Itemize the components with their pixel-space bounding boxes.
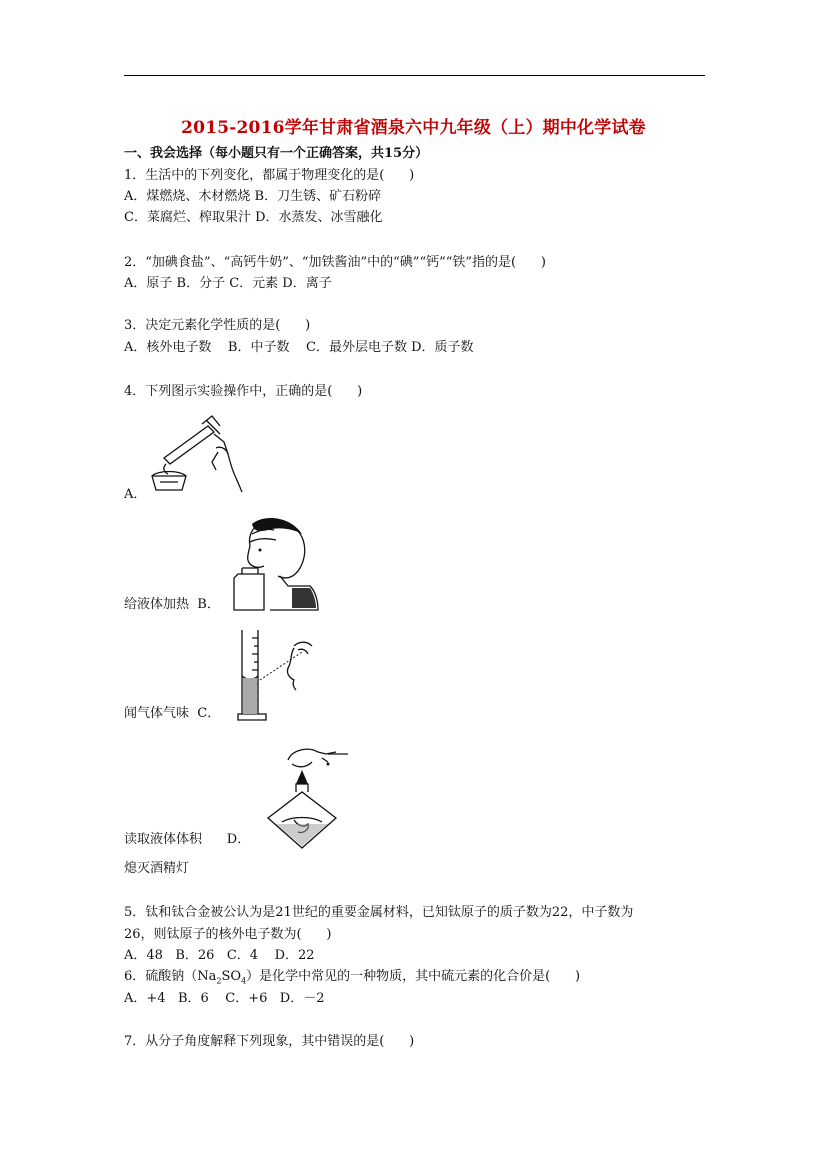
q4-option-b-label: 给液体加热 B． <box>124 597 220 612</box>
q5-stem-line2: 26，则钛原子的核外电子数为( ) <box>124 927 332 942</box>
q6-stem-post: ）是化学中常见的一种物质，其中硫元素的化合价是( ) <box>246 969 581 984</box>
q2-stem: 2．“加碘食盐”、“高钙牛奶”、“加铁酱油”中的“碘”“钙”“铁”指的是( ) <box>124 255 546 270</box>
q6-stem <box>124 969 580 990</box>
q4-option-a-label: A． <box>124 487 147 502</box>
q2-options: A．原子 B．分子 C．元素 D．离子 <box>124 276 332 291</box>
q4-stem: 4．下列图示实验操作中，正确的是( ) <box>124 384 363 399</box>
q6-sub-4: 4 <box>241 976 247 986</box>
q6-options: A．+4 B．6 C．+6 D．－2 <box>124 991 325 1006</box>
q4-option-c-label: 闻气体气味 C． <box>124 706 221 721</box>
q6-stem-pre: 6．硫酸钠（Na <box>124 969 217 984</box>
test-tube-heating-figure <box>146 412 250 498</box>
q3-stem: 3．决定元素化学性质的是( ) <box>124 318 311 333</box>
header-rule <box>124 75 705 76</box>
q7-stem: 7．从分子角度解释下列现象，其中错误的是( ) <box>124 1034 415 1049</box>
smelling-gas-figure <box>230 516 320 612</box>
q6-stem-mid: SO <box>221 969 242 984</box>
q5-stem-line1: 5．钛和钛合金被公认为是21世纪的重要金属材料，已知钛原子的质子数为22，中子数为 <box>124 905 634 920</box>
q1-options-cd: C．菜腐烂、榨取果汁 D．水蒸发、冰雪融化 <box>124 210 383 225</box>
q5-options: A．48 B．26 C．4 D．22 <box>124 948 315 963</box>
q4-option-d-label: 读取液体体积 D． <box>124 832 251 847</box>
q1-options-ab: A．煤燃烧、木材燃烧 B．刀生锈、矿石粉碎 <box>124 189 382 204</box>
page-title: 2015-2016学年甘肃省酒泉六中九年级（上）期中化学试卷 <box>181 118 646 138</box>
q6-sub-2: 2 <box>216 976 222 986</box>
alcohol-lamp-figure <box>262 744 354 854</box>
graduated-cylinder-figure <box>236 628 316 722</box>
q3-options: A．核外电子数 B．中子数 C．最外层电子数 D．质子数 <box>124 340 474 355</box>
q4-option-d-caption: 熄灭酒精灯 <box>124 861 190 876</box>
section-heading: 一、我会选择（每小题只有一个正确答案，共15分） <box>124 146 429 161</box>
q1-stem: 1．生活中的下列变化，都属于物理变化的是( ) <box>124 168 415 183</box>
